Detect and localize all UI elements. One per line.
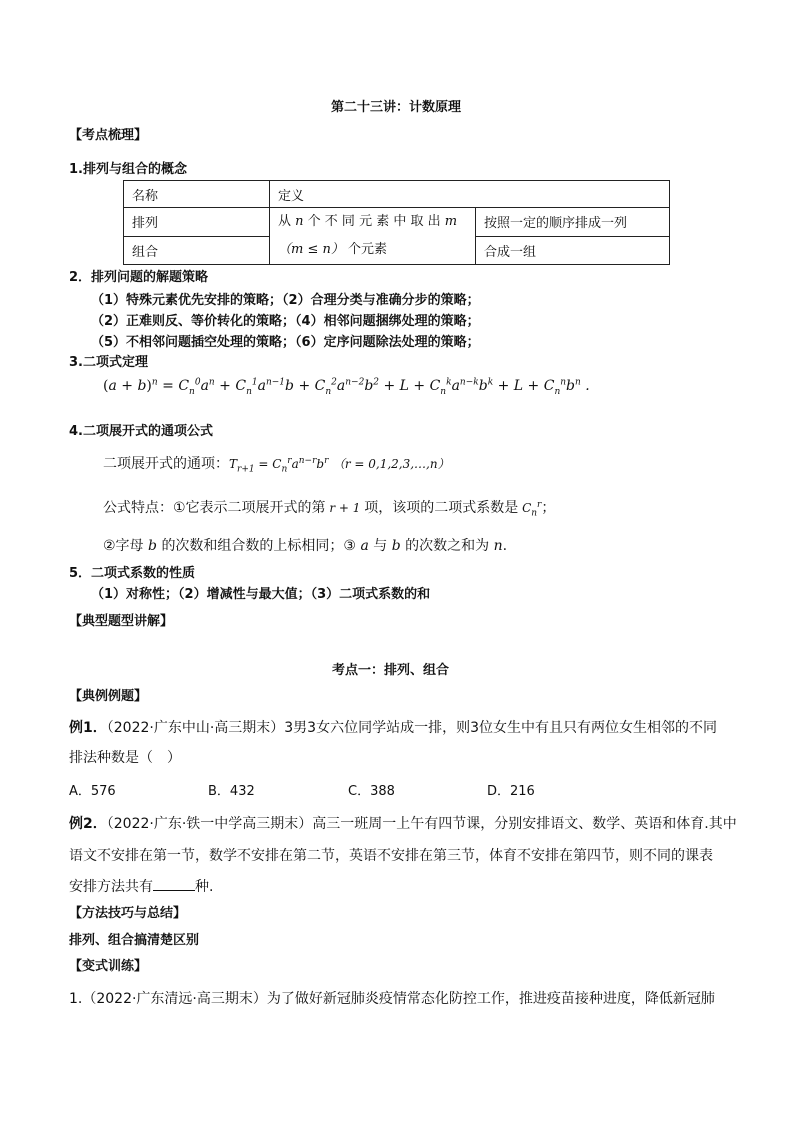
heading-1: 1.排列与组合的概念 [69,162,187,177]
properties-line: （1）对称性；（2）增减性与最大值；（3）二项式系数的和 [91,587,431,602]
section-dianxing: 【典型题型讲解】 [69,614,174,629]
section-bianshi: 【变式训练】 [69,959,148,974]
table-def-shared: 从 n 个 不 同 元 素 中 取 出 m （m ≤ n） 个元素 [270,208,476,265]
binomial-theorem-formula: $(a + b)^n = C_n^0a^n + C_n^1a^{n-1}b + C_n^2a^{n-2}b^2 + L + C_n^ka^{n-k}b^k + L + C_n^nb^n$ . [103,377,590,397]
table-head-def: 定义 [270,181,670,208]
strategy-line-2: （2）正难则反、等价转化的策略；（4）相邻问题捆绑处理的策略； [91,314,480,329]
table-row2-def: 合成一组 [476,236,670,265]
example-1-line-2: 排法种数是（ ） [69,750,181,766]
section-dianli: 【典例例题】 [69,689,148,704]
general-term-line: 二项展开式的通项：$T_{r+1} = C_n^ra^{n-r}b^r$ （r = 0,1,2,3,…,n） [103,456,450,475]
concept-table [123,180,670,265]
table-head-name: 名称 [124,181,270,208]
table-row1-def: 按照一定的顺序排成一列 [476,208,670,237]
heading-2: 2．排列问题的解题策略 [69,270,209,285]
option-d: D．216 [487,784,535,799]
strategy-line-3: （5）不相邻问题插空处理的策略；（6）定序问题除法处理的策略； [91,335,480,350]
option-a: A．576 [69,784,116,799]
fangfa-text: 排列、组合搞清楚区别 [69,933,200,948]
example-2-line-1: 例2．（2022·广东·铁一中学高三期末）高三一班周一上午有四节课，分别安排语文、数学、英语和体育.其中 [69,816,737,832]
table-row1-name: 排列 [124,208,270,237]
answer-blank[interactable] [153,878,195,891]
section-kaodian: 【考点梳理】 [69,128,148,143]
section-fangfa: 【方法技巧与总结】 [69,906,187,921]
exercise-1-line-1: 1.（2022·广东清远·高三期末）为了做好新冠肺炎疫情常态化防控工作，推进疫苗接种进度，降低新冠肺 [69,991,715,1007]
table-row2-name: 组合 [124,236,270,265]
feature-line-1: 公式特点：①它表示二项展开式的第 r + 1 项，该项的二项式系数是 $C_n^r$； [103,500,556,519]
heading-4: 4.二项展开式的通项公式 [69,424,213,439]
page-title: 第二十三讲：计数原理 [331,100,462,115]
option-b: B．432 [208,784,255,799]
heading-3: 3.二项式定理 [69,355,148,370]
option-c: C．388 [348,784,395,799]
strategy-line-1: （1）特殊元素优先安排的策略；（2）合理分类与准确分步的策略； [91,293,480,308]
example-2-line-3: 安排方法共有 种. [69,879,214,895]
feature-line-2: ②字母 b 的次数和组合数的上标相同；③ a 与 b 的次数之和为 n. [103,538,508,554]
heading-5: 5．二项式系数的性质 [69,566,196,581]
example-1-line-1: 例1．（2022·广东中山·高三期末）3男3女六位同学站成一排，则3位女生中有且只有两位女生相邻的不同 [69,720,717,736]
kaodian-1-title: 考点一：排列、组合 [332,663,450,678]
example-2-line-2: 语文不安排在第一节，数学不安排在第二节，英语不安排在第三节，体育不安排在第四节，则不同的课表 [69,848,713,864]
